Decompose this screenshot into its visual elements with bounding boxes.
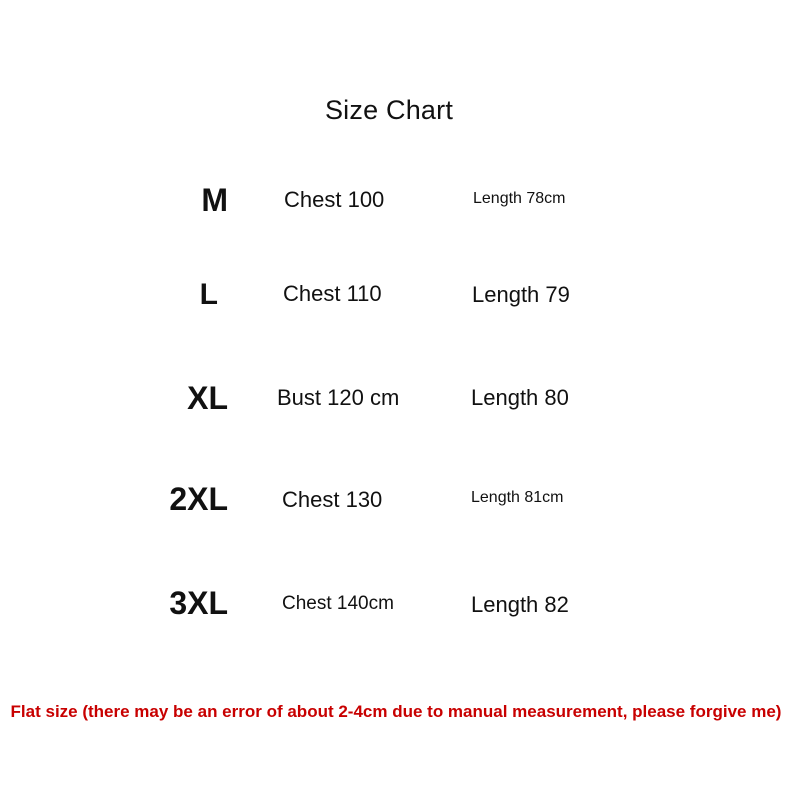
chest-value: Chest 130 <box>282 487 383 512</box>
size-row-l <box>0 278 800 318</box>
size-label: 2XL <box>169 481 228 517</box>
size-label: L <box>199 278 218 311</box>
length-value: Length 80 <box>471 385 569 410</box>
size-row-2xl <box>0 481 800 521</box>
size-chart-title: Size Chart <box>324 95 454 125</box>
size-label: 3XL <box>169 585 228 621</box>
chest-value: Chest 110 <box>283 281 382 306</box>
measurement-note: Flat size (there may be an error of about 2-4cm due to manual measurement, please forgive me) <box>10 702 782 721</box>
chest-value: Chest 100 <box>284 187 385 212</box>
chest-value: Bust 120 cm <box>277 385 400 410</box>
size-label: XL <box>187 380 228 416</box>
length-value: Length 82 <box>471 592 569 617</box>
size-row-3xl <box>0 585 800 625</box>
length-value: Length 79 <box>472 282 570 307</box>
chest-value: Chest 140cm <box>282 593 394 614</box>
length-value: Length 81cm <box>471 489 564 506</box>
size-row-m <box>0 182 800 222</box>
size-label: M <box>201 182 228 218</box>
length-value: Length 78cm <box>473 190 566 207</box>
size-row-xl <box>0 380 800 420</box>
